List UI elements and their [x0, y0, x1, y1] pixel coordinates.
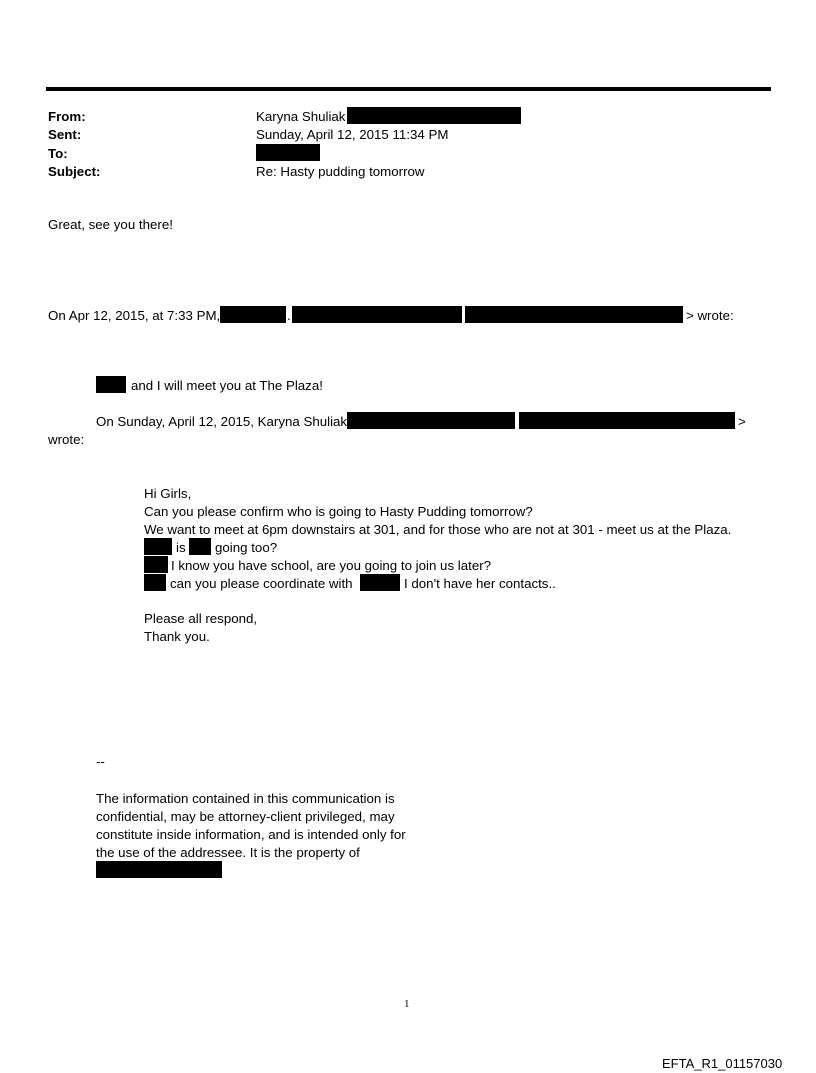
- redaction-company: [96, 861, 222, 878]
- from-value: Karyna Shuliak: [256, 109, 346, 124]
- redaction-name-1: [96, 376, 126, 393]
- message-line-2: We want to meet at 6pm downstairs at 301, and for those who are not at 301 - meet us at the Plaza.: [144, 522, 732, 537]
- redaction-name-3: [189, 538, 211, 555]
- message-line-3-is: is: [176, 540, 186, 555]
- redaction-name-2: [144, 538, 172, 555]
- redaction-karyna-email-2: [519, 412, 735, 429]
- header-rule: [46, 87, 771, 91]
- disclaimer-line-1: The information contained in this communication is: [96, 791, 395, 806]
- redaction-to: [256, 144, 320, 161]
- redaction-sender-email-1: [292, 306, 462, 323]
- to-label: To:: [48, 146, 68, 161]
- closing-line-1: Please all respond,: [144, 611, 258, 626]
- quote2-intro: On Sunday, April 12, 2015, Karyna Shuliak: [96, 414, 348, 429]
- redaction-from-email: [347, 107, 521, 124]
- quote2-intro-wrote: wrote:: [48, 432, 85, 447]
- message-line-3-going: going too?: [215, 540, 278, 555]
- from-label: From:: [48, 109, 86, 124]
- subject-value: Re: Hasty pudding tomorrow: [256, 164, 425, 179]
- redaction-name-6: [360, 574, 400, 591]
- closing-line-2: Thank you.: [144, 629, 210, 644]
- redaction-sender-email-2: [465, 306, 683, 323]
- redaction-name-5: [144, 574, 166, 591]
- message-line-1: Can you please confirm who is going to Hasty Pudding tomorrow?: [144, 504, 533, 519]
- quote1-text: and I will meet you at The Plaza!: [131, 378, 323, 393]
- signature-dashes: --: [96, 754, 105, 769]
- sent-label: Sent:: [48, 127, 82, 142]
- disclaimer-line-3: constitute inside information, and is intended only for: [96, 827, 406, 842]
- disclaimer-line-2: confidential, may be attorney-client privileged, may: [96, 809, 395, 824]
- reply-text: Great, see you there!: [48, 217, 173, 232]
- quote1-intro-dot: .: [287, 308, 291, 323]
- message-line-5-b: I don't have her contacts..: [404, 576, 556, 591]
- message-line-5-a: can you please coordinate with: [170, 576, 353, 591]
- subject-label: Subject:: [48, 164, 101, 179]
- document-id: EFTA_R1_01157030: [662, 1056, 783, 1071]
- quote1-intro-start: On Apr 12, 2015, at 7:33 PM,: [48, 308, 221, 323]
- redaction-karyna-email-1: [347, 412, 515, 429]
- greeting: Hi Girls,: [144, 486, 192, 501]
- disclaimer-line-4: the use of the addressee. It is the property of: [96, 845, 360, 860]
- redaction-sender-name: [220, 306, 286, 323]
- sent-value: Sunday, April 12, 2015 11:34 PM: [256, 127, 449, 142]
- redaction-name-4: [144, 556, 168, 573]
- message-line-4: I know you have school, are you going to join us later?: [171, 558, 492, 573]
- page-number: 1: [404, 998, 410, 1010]
- quote1-intro-end: > wrote:: [686, 308, 734, 323]
- quote2-intro-gt: >: [738, 414, 746, 429]
